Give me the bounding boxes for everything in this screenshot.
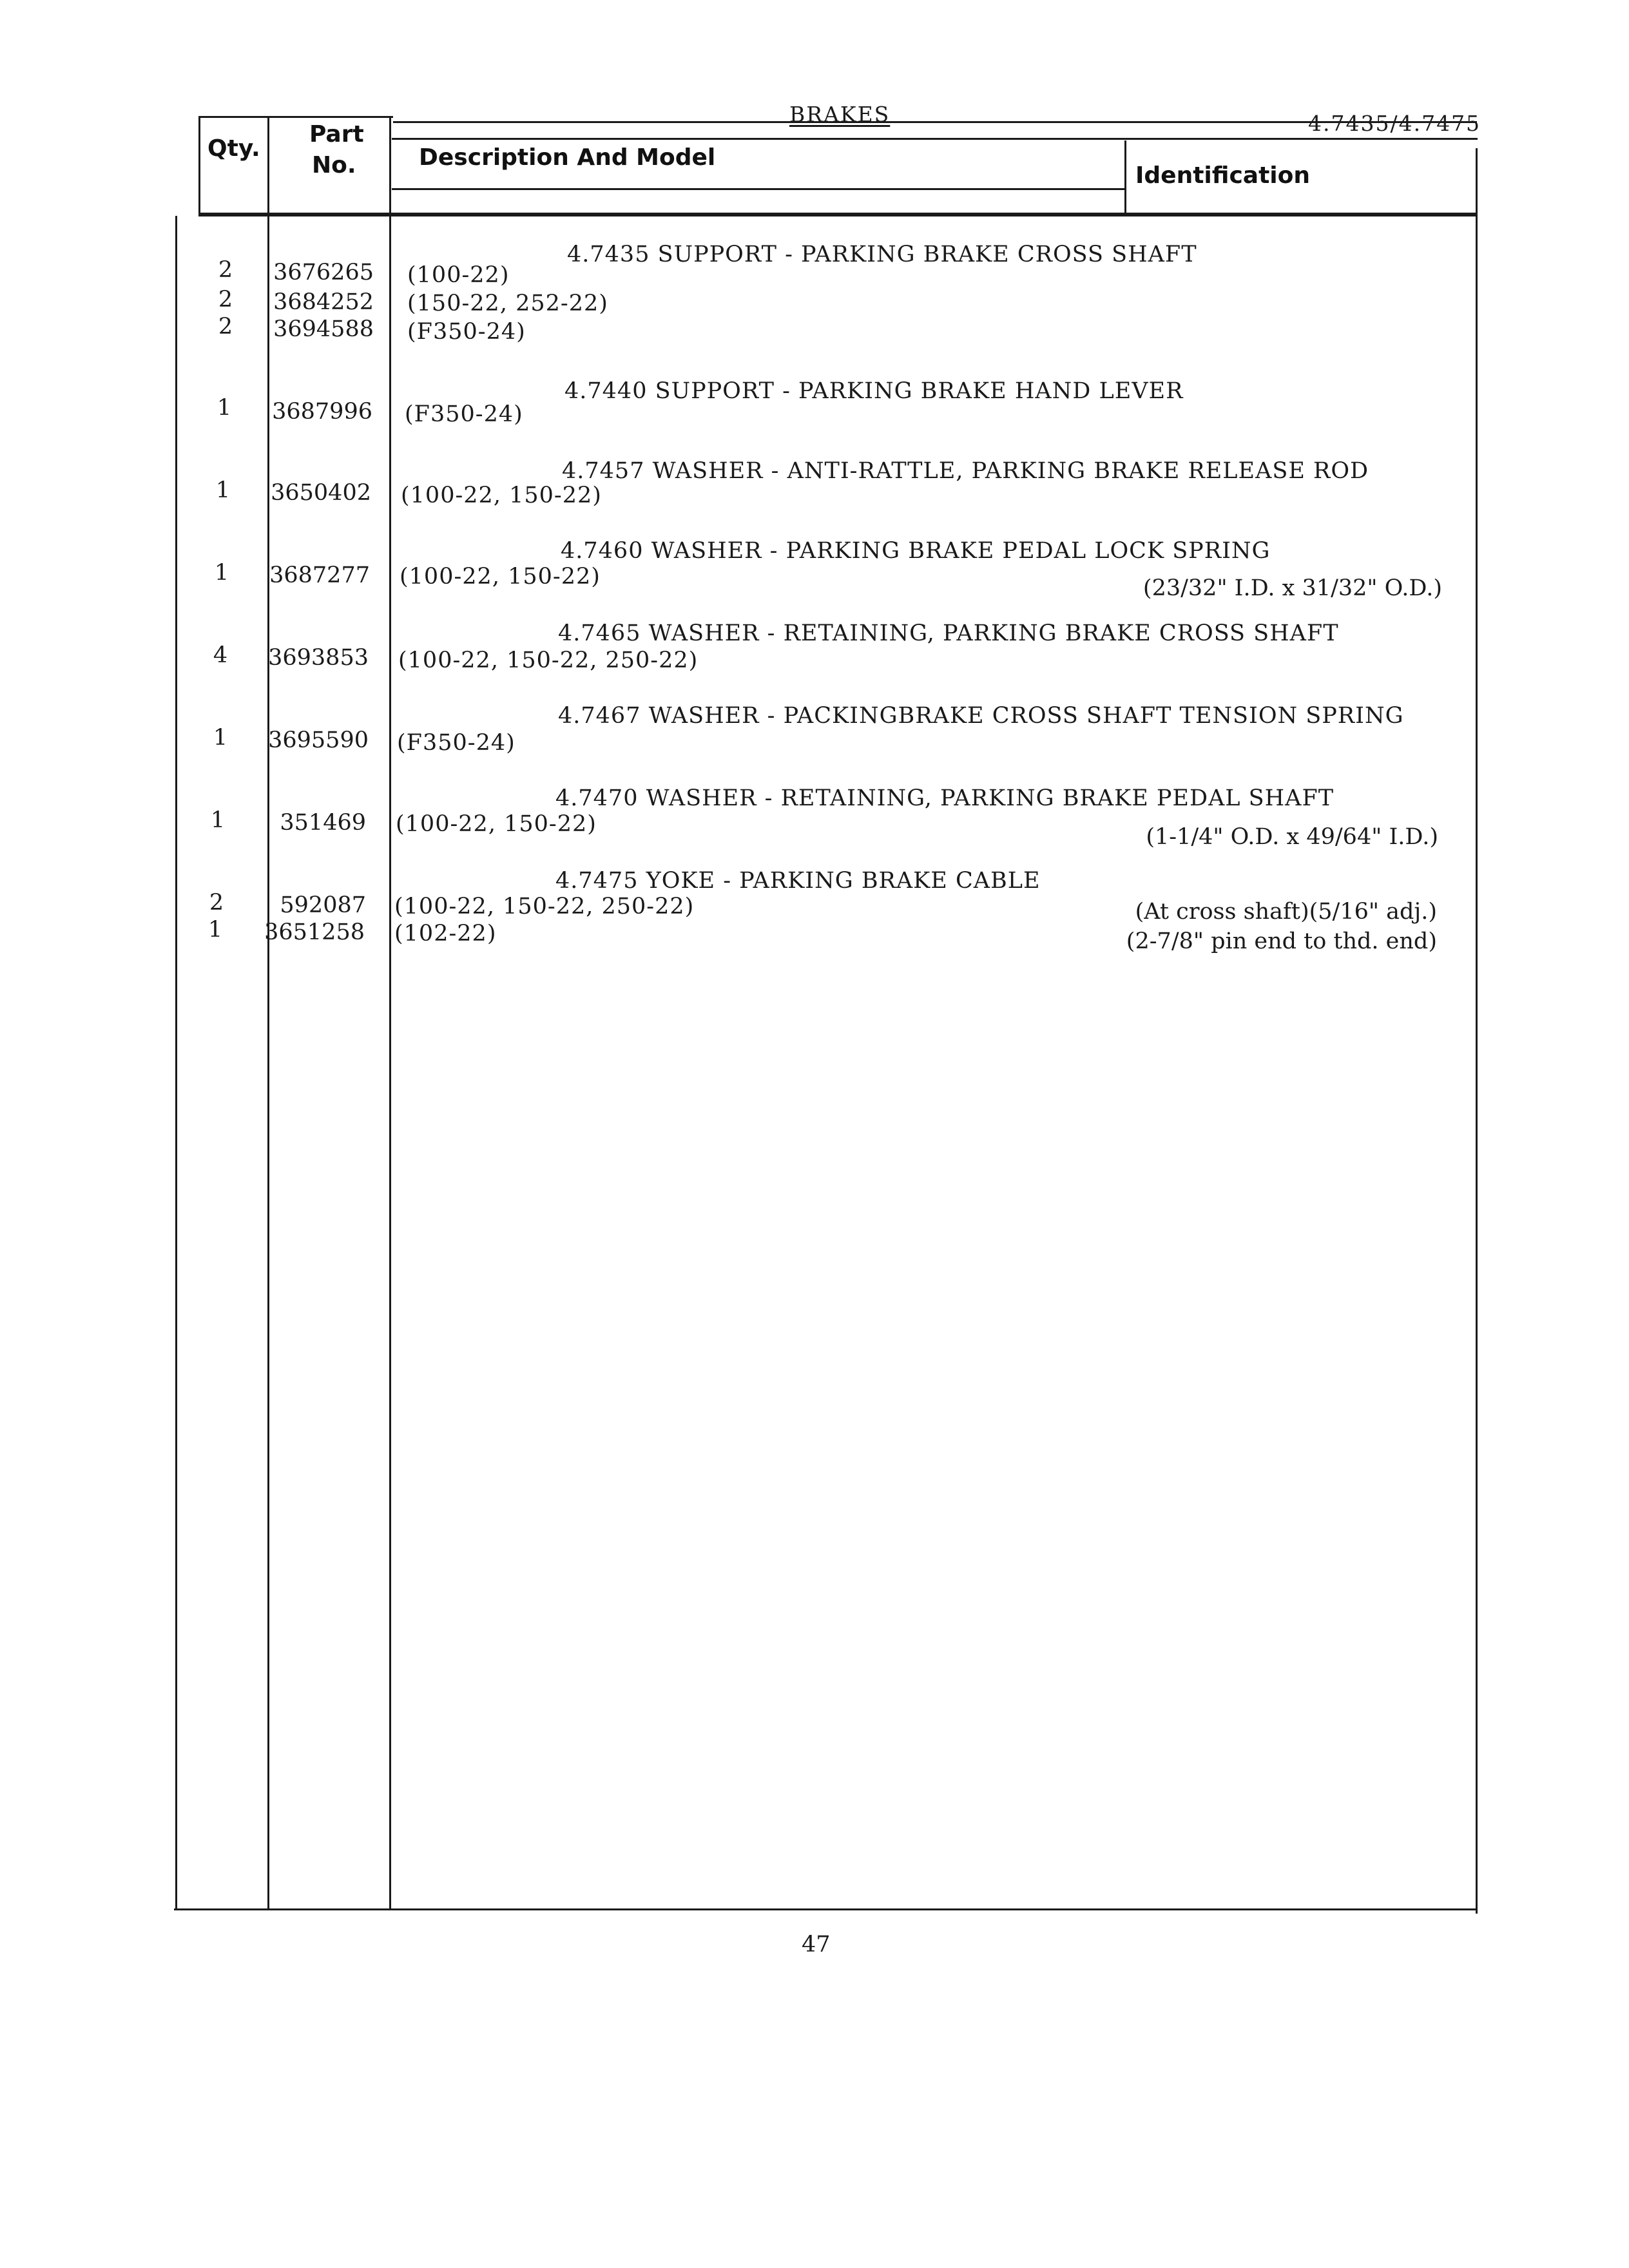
qty-cell: 2 [218, 314, 233, 340]
identification-cell: (23/32" I.D. x 31/32" O.D.) [1142, 575, 1442, 601]
qty-cell: 1 [217, 395, 232, 421]
qty-cell: 1 [210, 807, 226, 833]
part-number-cell: 3687277 [269, 562, 370, 588]
model-cell: (100-22, 150-22, 250-22) [394, 894, 695, 919]
section-title: BRAKES [789, 102, 891, 127]
qty-cell: 1 [215, 477, 231, 503]
group-heading: 4.7475 YOKE - PARKING BRAKE CABLE [555, 868, 1041, 894]
table-bottom-border [174, 1908, 1478, 1910]
model-cell: (100-22, 150-22) [400, 564, 601, 590]
part-column-header-line2: No. [312, 152, 356, 178]
qty-cell: 1 [213, 725, 228, 751]
table-left-border-body [175, 216, 177, 1910]
qty-cell: 1 [207, 917, 223, 943]
group-heading: 4.7460 WASHER - PARKING BRAKE PEDAL LOCK SPRING [561, 538, 1271, 564]
identification-cell: (2-7/8" pin end to thd. end) [1126, 928, 1437, 954]
model-cell: (150-22, 252-22) [407, 291, 608, 316]
part-number-cell: 3684252 [273, 289, 374, 315]
group-heading: 4.7465 WASHER - RETAINING, PARKING BRAKE CROSS SHAFT [558, 620, 1339, 646]
model-cell: (100-22, 150-22) [401, 483, 602, 508]
group-heading: 4.7467 WASHER - PACKINGBRAKE CROSS SHAFT TENSION SPRING [558, 703, 1404, 729]
part-column-divider [389, 117, 391, 1910]
table-top-border-right [393, 121, 1477, 123]
qty-cell: 2 [218, 257, 233, 283]
table-left-border [198, 116, 200, 216]
table-top-border [198, 116, 393, 118]
group-heading: 4.7440 SUPPORT - PARKING BRAKE HAND LEVER [564, 378, 1184, 404]
part-number-cell: 3650402 [271, 480, 371, 506]
part-number-cell: 3687996 [272, 399, 372, 425]
part-number-cell: 3694588 [273, 316, 374, 342]
identification-cell: (At cross shaft)(5/16" adj.) [1135, 899, 1437, 925]
identification-column-divider [1124, 140, 1126, 215]
qty-cell: 4 [213, 642, 228, 668]
group-heading: 4.7435 SUPPORT - PARKING BRAKE CROSS SHAFT [567, 242, 1197, 267]
qty-cell: 2 [209, 890, 224, 916]
description-column-header: Description And Model [419, 144, 716, 171]
table-right-border [1476, 148, 1478, 1914]
qty-cell: 1 [214, 560, 229, 586]
part-number-cell: 3651258 [264, 919, 365, 945]
identification-cell: (1-1/4" O.D. x 49/64" I.D.) [1146, 824, 1438, 850]
model-cell: (100-22, 150-22, 250-22) [398, 648, 699, 673]
part-number-cell: 3676265 [273, 260, 374, 285]
qty-column-header: Qty. [207, 135, 260, 162]
part-number-cell: 351469 [280, 810, 366, 836]
part-number-cell: 3693853 [268, 645, 369, 671]
model-cell: (F350-24) [397, 730, 516, 756]
model-cell: (100-22, 150-22) [396, 811, 597, 837]
qty-column-divider [267, 117, 269, 1910]
qty-cell: 2 [218, 287, 233, 312]
group-heading: 4.7457 WASHER - ANTI-RATTLE, PARKING BRAKE RELEASE ROD [562, 458, 1369, 484]
part-column-header-line1: Part [309, 121, 364, 148]
reference-range: 4.7435/4.7475 [1308, 111, 1481, 136]
part-number-cell: 592087 [280, 892, 366, 918]
part-number-cell: 3695590 [268, 727, 369, 753]
group-heading: 4.7470 WASHER - RETAINING, PARKING BRAKE PEDAL SHAFT [555, 785, 1335, 811]
header-top-rule [392, 138, 1478, 140]
model-cell: (100-22) [407, 262, 510, 288]
model-cell: (F350-24) [407, 319, 526, 345]
header-rule-inner [392, 188, 1126, 190]
identification-column-header: Identification [1135, 162, 1310, 189]
model-cell: (102-22) [394, 921, 497, 947]
model-cell: (F350-24) [405, 401, 523, 427]
page-number: 47 [802, 1932, 831, 1957]
